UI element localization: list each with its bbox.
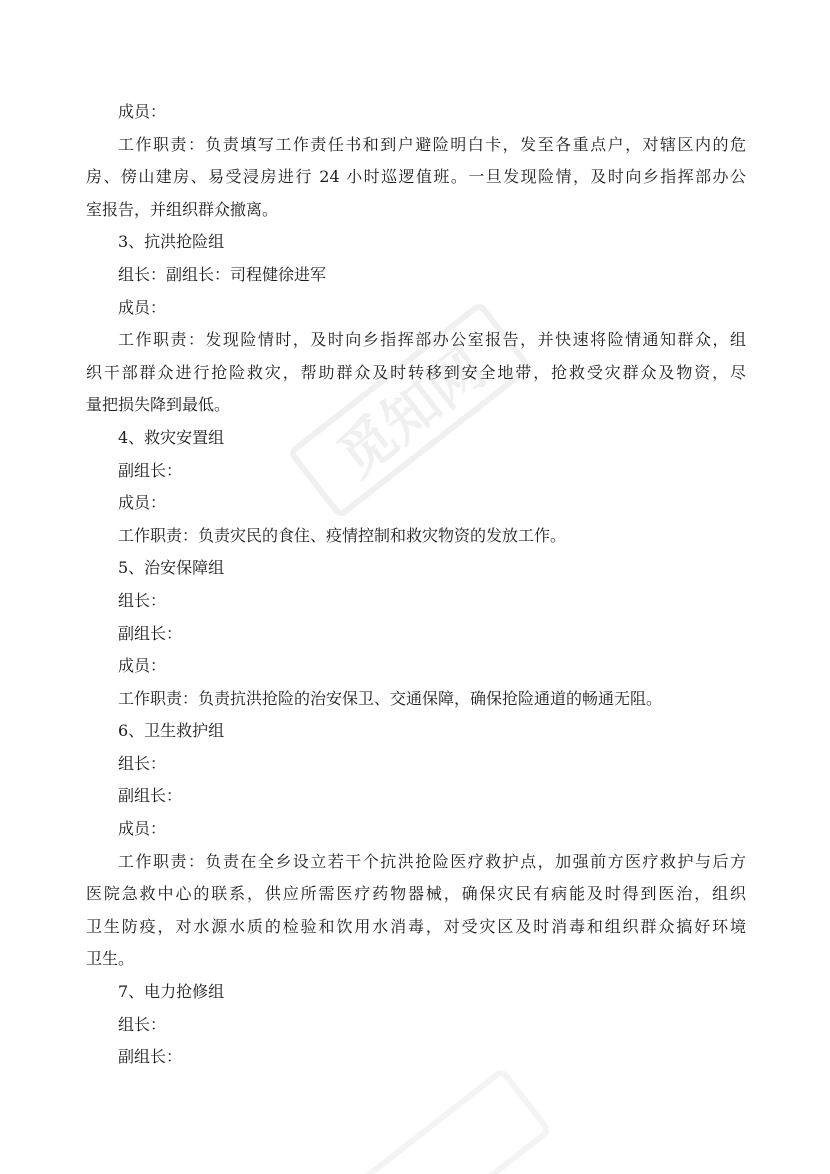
paragraph-line: 组长： — [118, 753, 167, 773]
section-heading: 6、卫生救护组 — [118, 721, 225, 741]
section-heading: 4、救灾安置组 — [118, 427, 225, 447]
paragraph-line: 工作职责：负责灾民的食住、疫情控制和救灾物资的发放工作。 — [118, 525, 567, 545]
paragraph-line: 室报告，并组织群众撤离。 — [86, 199, 279, 219]
paragraph-line: 卫生防疫，对水源水质的检验和饮用水消毒，对受灾区及时消毒和组织群众搞好环境 — [86, 916, 746, 936]
watermark-seal-bottom — [330, 1060, 550, 1174]
paragraph-line: 副组长： — [118, 786, 183, 806]
paragraph-line: 成员： — [118, 102, 167, 121]
paragraph-line: 成员： — [118, 656, 167, 676]
paragraph-line: 成员： — [118, 493, 167, 513]
document-body — [86, 96, 746, 1074]
paragraph-line: 组长：副组长：司程健徐进军 — [118, 264, 327, 284]
paragraph-line: 工作职责：负责填写工作责任书和到户避险明白卡，发至各重点户，对辖区内的危 — [118, 134, 746, 154]
section-heading: 3、抗洪抢险组 — [118, 232, 225, 252]
paragraph-line: 副组长： — [118, 623, 183, 643]
paragraph-line: 工作职责：发现险情时，及时向乡指挥部办公室报告，并快速将险情通知群众，组 — [118, 330, 746, 350]
section-heading: 7、电力抢修组 — [118, 982, 225, 1002]
paragraph-line: 成员： — [118, 297, 167, 317]
paragraph-line: 副组长： — [118, 460, 183, 480]
paragraph-line: 量把损失降到最低。 — [86, 395, 231, 415]
watermark-text: 觅知网 — [325, 335, 499, 491]
paragraph-line: 房、傍山建房、易受浸房进行 24 小时巡逻值班。一旦发现险情，及时向乡指挥部办公 — [86, 167, 746, 187]
paragraph-line: 工作职责：负责抗洪抢险的治安保卫、交通保障，确保抢险通道的畅通无阻。 — [118, 688, 663, 708]
paragraph-line: 织干部群众进行抢险救灾，帮助群众及时转移到安全地带，抢救受灾群众及物资，尽 — [86, 362, 746, 382]
paragraph-line: 组长： — [118, 1014, 167, 1034]
section-heading: 5、治安保障组 — [118, 558, 225, 578]
paragraph-line: 副组长： — [118, 1047, 183, 1067]
paragraph-line: 工作职责：负责在全乡设立若干个抗洪抢险医疗救护点，加强前方医疗救护与后方 — [118, 851, 746, 871]
paragraph-line: 卫生。 — [86, 949, 135, 969]
paragraph-line: 成员： — [118, 819, 167, 839]
paragraph-line: 组长： — [118, 590, 167, 610]
paragraph-line: 医院急救中心的联系，供应所需医疗药物器械，确保灾民有病能及时得到医治，组织 — [86, 884, 746, 904]
